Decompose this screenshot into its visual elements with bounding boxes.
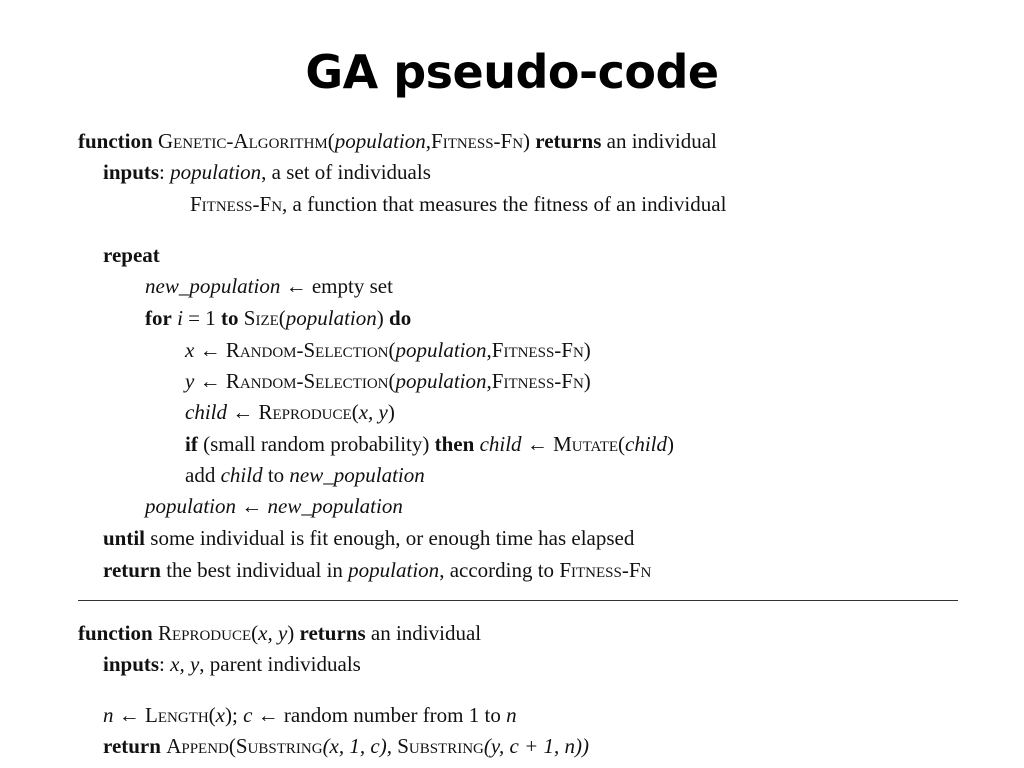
assign-arrow: ← — [280, 274, 312, 298]
random-selection-function: Random-Selection — [225, 338, 389, 362]
substring-function: Substring — [397, 734, 484, 758]
section-divider — [78, 600, 958, 601]
var-child: child — [185, 400, 227, 424]
assign-arrow: ← — [194, 338, 226, 362]
returns-text: an individual — [606, 129, 717, 153]
param-fitness-fn: Fitness-Fn — [431, 129, 524, 153]
if-keyword: if — [185, 432, 198, 456]
assign-arrow: ← — [194, 369, 226, 393]
y-selection-line — [185, 368, 591, 394]
open-paren: ( — [278, 306, 286, 330]
input-args: x, y — [170, 652, 200, 676]
assign-arrow: ← — [227, 400, 259, 424]
return-keyword: return — [103, 558, 161, 582]
input-desc: , parent individuals — [199, 652, 361, 676]
comma: , — [425, 129, 432, 153]
until-condition: some individual is fit enough, or enough time has elapsed — [145, 526, 635, 550]
close-paren: ) — [583, 338, 591, 362]
open-paren: ( — [351, 400, 359, 424]
return-text-2: , according to — [439, 558, 560, 582]
arg-population: population — [395, 338, 487, 362]
fitness-fn-ref: Fitness-Fn — [559, 558, 652, 582]
open-paren: ( — [388, 338, 396, 362]
var-c: c — [243, 703, 253, 727]
ga-function-header — [78, 128, 717, 154]
assign-arrow: ← — [236, 494, 268, 518]
length-arg: x — [215, 703, 225, 727]
until-keyword: until — [103, 526, 146, 550]
return-keyword: return — [103, 734, 161, 758]
var-n: n — [103, 703, 114, 727]
comma: , — [486, 369, 492, 393]
reproduce-return-line — [103, 733, 589, 759]
inputs-keyword: inputs — [103, 652, 160, 676]
reproduce-function: Reproduce — [258, 400, 352, 424]
size-function: Size — [243, 306, 279, 330]
substring-args-1: (x, 1, c), — [322, 734, 398, 758]
returns-keyword: returns — [299, 621, 366, 645]
ga-return-line — [103, 557, 651, 583]
repeat-line — [103, 242, 160, 268]
input-population-desc: , a set of individuals — [261, 160, 431, 184]
close-paren-semicolon: ); — [224, 703, 238, 727]
returns-text: an individual — [370, 621, 482, 645]
size-arg: population — [285, 306, 377, 330]
add-child-line — [185, 462, 425, 488]
new-population-line — [145, 273, 393, 299]
close-paren: ) — [387, 400, 395, 424]
var-population: population — [145, 494, 237, 518]
close-paren: ) — [287, 621, 295, 645]
close-paren: ) — [376, 306, 384, 330]
length-line — [103, 702, 517, 728]
assign-arrow: ← — [521, 432, 554, 456]
mutate-line — [185, 431, 674, 457]
function-name: Reproduce — [157, 621, 252, 645]
random-number-text: random number from 1 to — [283, 703, 507, 727]
arg-population: population — [395, 369, 487, 393]
reproduce-function-header — [78, 620, 481, 646]
arg-fitness-fn: Fitness-Fn — [491, 369, 584, 393]
reproduce-args: x, y — [358, 400, 388, 424]
input-fitness-fn-desc: , a function that measures the fitness of an individual — [282, 192, 727, 216]
ga-inputs-line — [103, 159, 431, 185]
inputs-keyword: inputs — [103, 160, 160, 184]
child-reproduce-line — [185, 399, 395, 425]
var-population: population — [348, 558, 440, 582]
random-selection-function: Random-Selection — [225, 369, 389, 393]
arg-fitness-fn: Fitness-Fn — [491, 338, 584, 362]
open-paren: ( — [208, 703, 216, 727]
substring-args-2: (y, c + 1, n)) — [483, 734, 590, 758]
population-assign-line — [145, 493, 403, 519]
var-n: n — [506, 703, 517, 727]
var-child: child — [479, 432, 522, 456]
params: x, y — [258, 621, 288, 645]
empty-set-text: empty set — [311, 274, 393, 298]
var-x: x — [185, 338, 195, 362]
for-keyword: for — [145, 306, 172, 330]
open-paren: ( — [228, 734, 236, 758]
mutate-function: Mutate — [553, 432, 619, 456]
function-keyword: function — [78, 621, 153, 645]
append-function: Append — [166, 734, 229, 758]
assign-arrow: ← — [252, 703, 284, 727]
close-paren: ) — [667, 432, 675, 456]
param-population: population — [334, 129, 426, 153]
page-title: GA pseudo-code — [305, 45, 719, 99]
for-range: = 1 — [182, 306, 222, 330]
for-line — [145, 305, 411, 331]
if-condition: (small random probability) — [197, 432, 435, 456]
close-paren: ) — [523, 129, 531, 153]
input-fitness-fn: Fitness-Fn — [190, 192, 283, 216]
length-function: Length — [145, 703, 209, 727]
open-paren: ( — [618, 432, 626, 456]
var-new-population: new_population — [267, 494, 403, 518]
function-name: Genetic-Algorithm — [157, 129, 328, 153]
open-paren: ( — [388, 369, 396, 393]
to-text: to — [262, 463, 290, 487]
ga-inputs-line-2 — [190, 191, 726, 217]
returns-keyword: returns — [535, 129, 602, 153]
colon: : — [159, 652, 165, 676]
open-paren: ( — [327, 129, 335, 153]
add-text: add — [185, 463, 221, 487]
until-line — [103, 525, 634, 551]
var-y: y — [185, 369, 195, 393]
substring-function: Substring — [235, 734, 323, 758]
reproduce-inputs-line — [103, 651, 361, 677]
comma: , — [486, 338, 492, 362]
var-new-population: new_population — [289, 463, 425, 487]
repeat-keyword: repeat — [103, 243, 160, 267]
mutate-arg: child — [625, 432, 668, 456]
colon: : — [159, 160, 165, 184]
open-paren: ( — [251, 621, 259, 645]
x-selection-line — [185, 337, 591, 363]
var-new-population: new_population — [145, 274, 281, 298]
to-keyword: to — [221, 306, 239, 330]
return-text: the best individual in — [160, 558, 349, 582]
var-child: child — [220, 463, 263, 487]
then-keyword: then — [434, 432, 475, 456]
do-keyword: do — [389, 306, 412, 330]
input-population: population — [170, 160, 262, 184]
close-paren: ) — [583, 369, 591, 393]
var-i: i — [177, 306, 183, 330]
assign-arrow: ← — [113, 703, 145, 727]
function-keyword: function — [78, 129, 153, 153]
